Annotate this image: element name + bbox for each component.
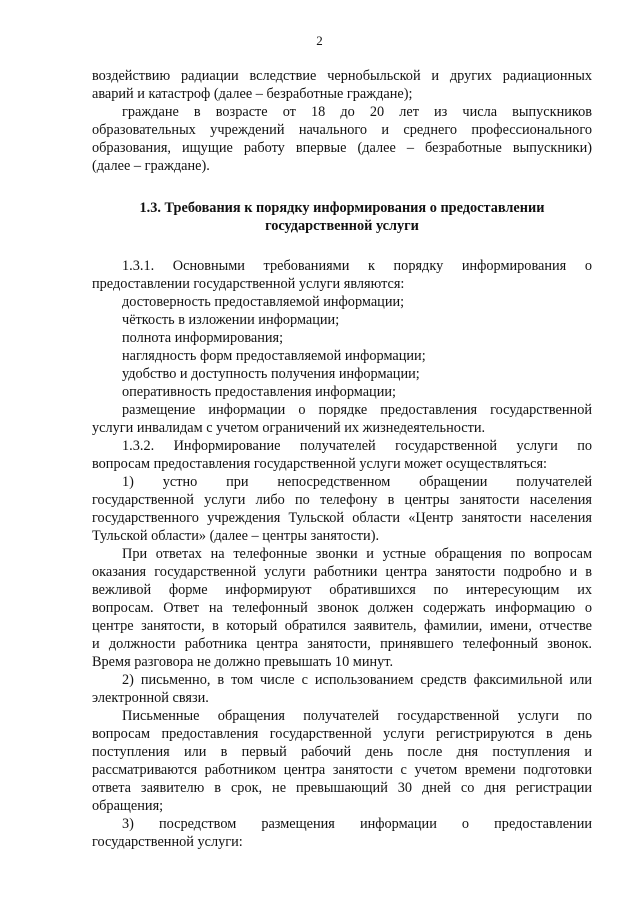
text-line: государственного учреждения Тульской области «Центр занятости населения xyxy=(92,510,592,526)
page-number: 2 xyxy=(316,33,323,48)
text-line: граждане в возрасте от 18 до 20 лет из числа выпускников xyxy=(122,104,592,120)
text-line: поступления или в первый рабочий день после дня поступления и xyxy=(92,744,592,760)
text-line: и должности работника центра занятости, принявшего телефонный звонок. xyxy=(92,636,592,652)
text-line: обращения; xyxy=(92,798,164,814)
text-line: Тульской области» (далее – центры занятости). xyxy=(92,528,380,544)
text-line: центре занятости, в который обратился заявитель, фамилии, имени, отчестве xyxy=(92,618,592,634)
text-line: вопросам предоставления государственной услуги может осуществляться: xyxy=(92,456,548,472)
section-heading: государственной услуги xyxy=(265,218,419,234)
text-line: оказания государственной услуги работники центра занятости подробно и в xyxy=(92,564,592,580)
text-line: (далее – граждане). xyxy=(92,158,210,174)
list-item: полнота информирования; xyxy=(122,330,284,346)
text-line: государственной услуги либо по телефону в центры занятости населения xyxy=(92,492,592,508)
text-line: 2) письменно, в том числе с использованием средств факсимильной или xyxy=(122,672,592,688)
list-item: оперативность предоставления информации; xyxy=(122,384,396,400)
text-line: При ответах на телефонные звонки и устные обращения по вопросам xyxy=(122,546,592,562)
list-item: чёткость в изложении информации; xyxy=(122,312,340,328)
text-line: образования, ищущие работу впервые (далее – безработные выпускники) xyxy=(92,140,592,156)
list-item: достоверность предоставляемой информации; xyxy=(122,294,405,310)
text-line: 1.3.2. Информирование получателей государственной услуги по xyxy=(122,438,592,454)
text-line: вопросам предоставления государственной услуги регистрируются в день xyxy=(92,726,592,742)
text-line: Письменные обращения получателей государственной услуги по xyxy=(122,708,592,724)
text-line: электронной связи. xyxy=(92,690,209,706)
text-line: Время разговора не должно превышать 10 минут. xyxy=(92,654,394,670)
text-line: государственной услуги: xyxy=(92,834,243,850)
text-line: образовательных учреждений начального и среднего профессионального xyxy=(92,122,592,138)
text-line: предоставлении государственной услуги являются: xyxy=(92,276,405,292)
text-line: вежливой форме информируют обратившихся по интересующим их xyxy=(92,582,592,598)
text-line: 1.3.1. Основными требованиями к порядку информирования о xyxy=(122,258,592,274)
text-line: вопросам. Ответ на телефонный звонок должен содержать информацию о xyxy=(92,600,592,616)
list-item: удобство и доступность получения информации; xyxy=(122,366,420,382)
text-line: 1) устно при непосредственном обращении получателей xyxy=(122,474,592,490)
text-line: услуги инвалидам с учетом ограничений их жизнедеятельности. xyxy=(92,420,486,436)
list-item: размещение информации о порядке предоставления государственной xyxy=(122,402,592,418)
text-line: рассматриваются работником центра занятости с учетом времени подготовки xyxy=(92,762,592,778)
text-line: воздействию радиации вследствие чернобыльской и других радиационных xyxy=(92,68,592,84)
section-heading: 1.3. Требования к порядку информирования о предоставлении xyxy=(139,200,545,216)
list-item: наглядность форм предоставляемой информации; xyxy=(122,348,426,364)
text-line: аварий и катастроф (далее – безработные граждане); xyxy=(92,86,413,102)
text-line: ответа заявителю в срок, не превышающий 30 дней со дня регистрации xyxy=(92,780,592,796)
text-line: 3) посредством размещения информации о предоставлении xyxy=(122,816,592,832)
